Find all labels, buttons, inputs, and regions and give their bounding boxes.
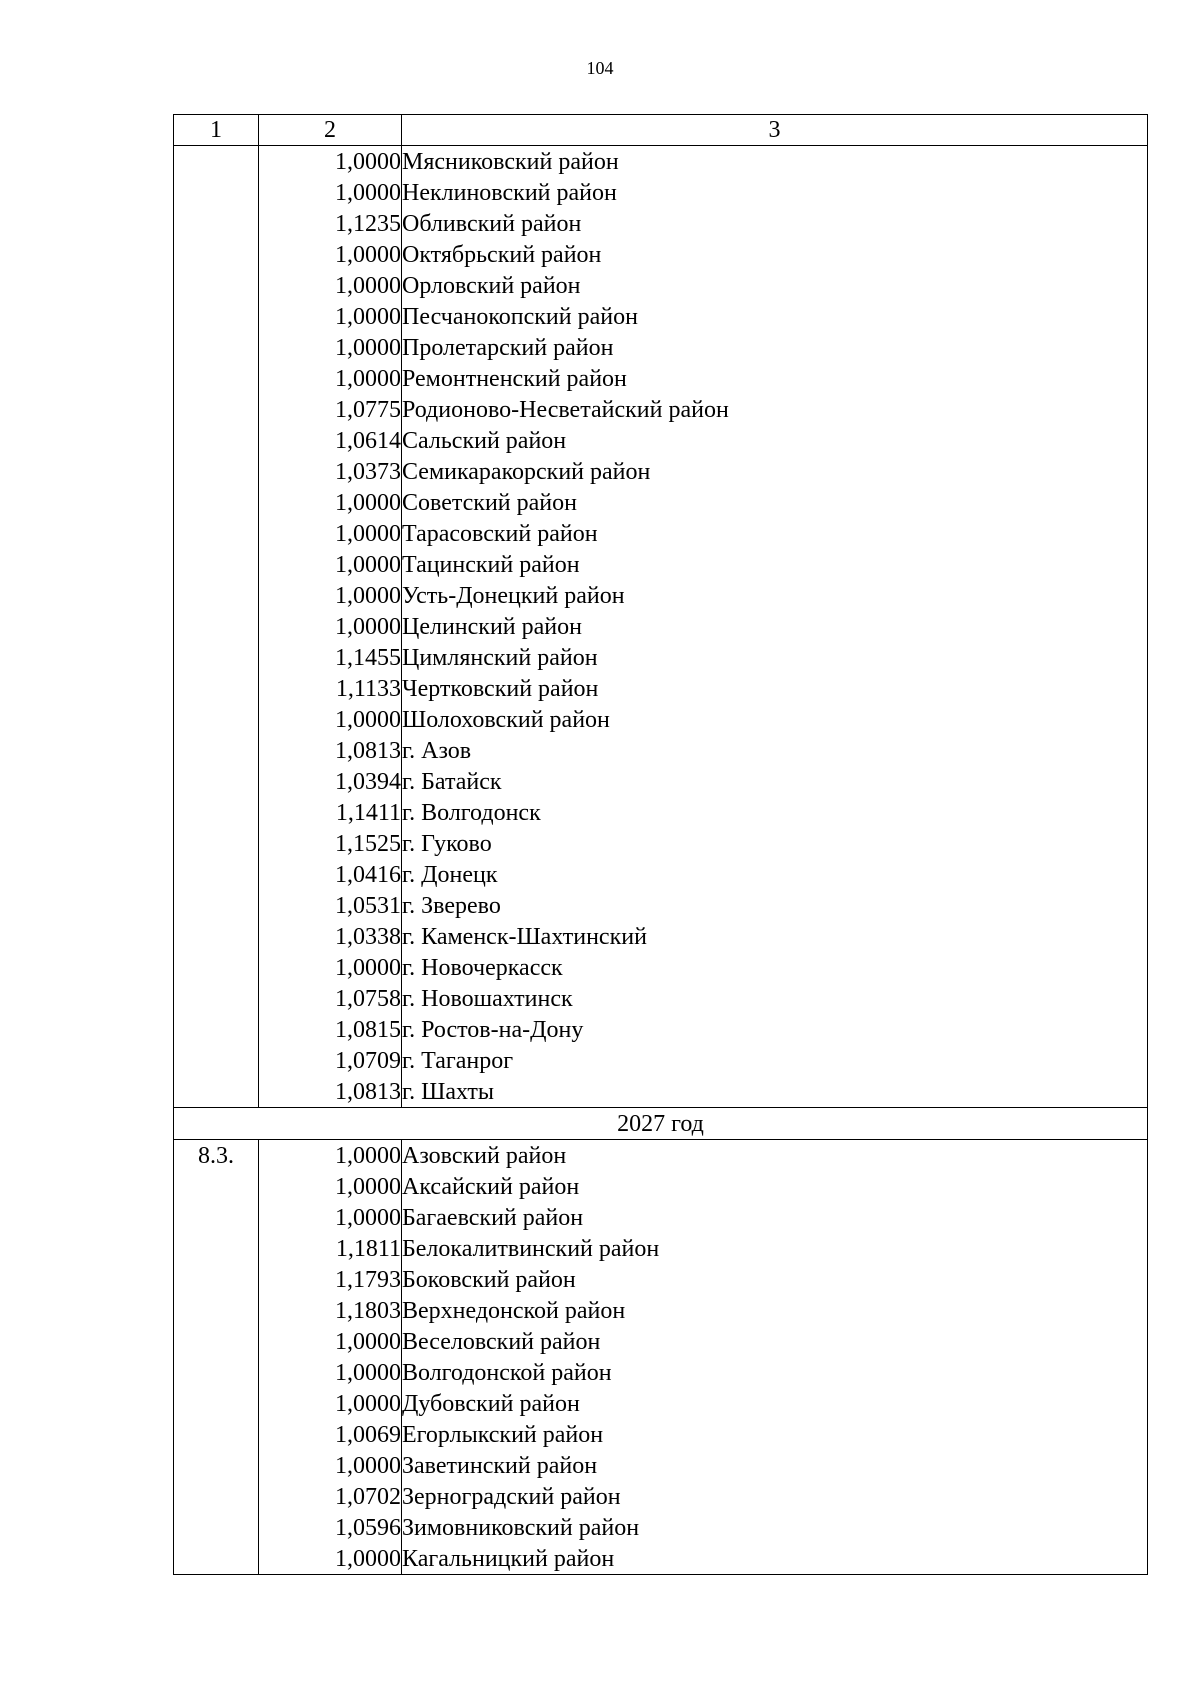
header-col-2: 2 <box>259 115 402 146</box>
table-row <box>174 1045 1148 1076</box>
row-territory-cell: Дубовский район <box>402 1388 1148 1419</box>
row-territory-cell: Усть-Донецкий район <box>402 580 1148 611</box>
table-row <box>174 1326 1148 1357</box>
row-code-cell <box>174 1388 259 1419</box>
row-territory-cell: Пролетарский район <box>402 332 1148 363</box>
row-coefficient-cell: 1,0000 <box>259 1450 402 1481</box>
row-territory-cell: г. Ростов-на-Дону <box>402 1014 1148 1045</box>
row-coefficient-cell: 1,1235 <box>259 208 402 239</box>
table-row <box>174 1512 1148 1543</box>
row-coefficient-cell: 1,0614 <box>259 425 402 456</box>
row-coefficient-cell: 1,1811 <box>259 1233 402 1264</box>
row-coefficient-cell: 1,0000 <box>259 1543 402 1575</box>
row-coefficient-cell: 1,0000 <box>259 1326 402 1357</box>
row-code-cell <box>174 518 259 549</box>
row-coefficient-cell: 1,0069 <box>259 1419 402 1450</box>
table-row <box>174 518 1148 549</box>
row-coefficient-cell: 1,0000 <box>259 1202 402 1233</box>
table-row <box>174 487 1148 518</box>
row-territory-cell: Целинский район <box>402 611 1148 642</box>
row-territory-cell: Аксайский район <box>402 1171 1148 1202</box>
row-territory-cell: Цимлянский район <box>402 642 1148 673</box>
table-row <box>174 673 1148 704</box>
row-territory-cell: Егорлыкский район <box>402 1419 1148 1450</box>
row-coefficient-cell: 1,0000 <box>259 270 402 301</box>
row-coefficient-cell: 1,0373 <box>259 456 402 487</box>
row-territory-cell: Волгодонской район <box>402 1357 1148 1388</box>
row-code-cell <box>174 797 259 828</box>
row-code-cell <box>174 177 259 208</box>
row-code-cell <box>174 952 259 983</box>
row-coefficient-cell: 1,0758 <box>259 983 402 1014</box>
row-code-cell <box>174 549 259 580</box>
row-code-cell <box>174 859 259 890</box>
row-territory-cell: Советский район <box>402 487 1148 518</box>
section-title: 2027 год <box>174 1108 1148 1140</box>
table-body <box>174 115 1148 1575</box>
table-row <box>174 952 1148 983</box>
table-row <box>174 611 1148 642</box>
row-code-cell <box>174 735 259 766</box>
row-territory-cell: Тарасовский район <box>402 518 1148 549</box>
row-territory-cell: Мясниковский район <box>402 146 1148 178</box>
row-coefficient-cell: 1,0709 <box>259 1045 402 1076</box>
row-coefficient-cell: 1,0000 <box>259 1171 402 1202</box>
row-territory-cell: г. Донецк <box>402 859 1148 890</box>
row-code-cell <box>174 642 259 673</box>
row-code-cell <box>174 1045 259 1076</box>
row-coefficient-cell: 1,0000 <box>259 580 402 611</box>
row-code-cell <box>174 270 259 301</box>
table-row <box>174 859 1148 890</box>
row-territory-cell: Неклиновский район <box>402 177 1148 208</box>
table-row <box>174 983 1148 1014</box>
row-code-cell <box>174 580 259 611</box>
table-row <box>174 208 1148 239</box>
table-row <box>174 332 1148 363</box>
table-row <box>174 1171 1148 1202</box>
coefficients-table <box>173 114 1148 1575</box>
table-row <box>174 921 1148 952</box>
row-territory-cell: Веселовский район <box>402 1326 1148 1357</box>
table-header-row <box>174 115 1148 146</box>
row-coefficient-cell: 1,0702 <box>259 1481 402 1512</box>
row-territory-cell: Заветинский район <box>402 1450 1148 1481</box>
table-row <box>174 890 1148 921</box>
row-territory-cell: Боковский район <box>402 1264 1148 1295</box>
row-code-cell <box>174 704 259 735</box>
header-col-3: 3 <box>402 115 1148 146</box>
row-coefficient-cell: 1,0000 <box>259 332 402 363</box>
table-row <box>174 766 1148 797</box>
row-code-cell <box>174 1357 259 1388</box>
row-code-cell <box>174 1543 259 1575</box>
table-row <box>174 1481 1148 1512</box>
row-coefficient-cell: 1,0000 <box>259 611 402 642</box>
row-code-cell <box>174 1295 259 1326</box>
row-coefficient-cell: 1,0394 <box>259 766 402 797</box>
table-row <box>174 456 1148 487</box>
row-coefficient-cell: 1,0000 <box>259 1140 402 1172</box>
table-row <box>174 363 1148 394</box>
row-territory-cell: г. Волгодонск <box>402 797 1148 828</box>
row-territory-cell: г. Новочеркасск <box>402 952 1148 983</box>
row-territory-cell: Кагальницкий район <box>402 1543 1148 1575</box>
table-row <box>174 1202 1148 1233</box>
row-territory-cell: Зерноградский район <box>402 1481 1148 1512</box>
row-code-cell <box>174 766 259 797</box>
table-row <box>174 735 1148 766</box>
row-territory-cell: Зимовниковский район <box>402 1512 1148 1543</box>
row-coefficient-cell: 1,1803 <box>259 1295 402 1326</box>
row-territory-cell: г. Батайск <box>402 766 1148 797</box>
row-territory-cell: г. Таганрог <box>402 1045 1148 1076</box>
row-code-cell <box>174 363 259 394</box>
row-territory-cell: Семикаракорский район <box>402 456 1148 487</box>
row-territory-cell: Чертковский район <box>402 673 1148 704</box>
row-code-cell <box>174 1014 259 1045</box>
row-coefficient-cell: 1,0813 <box>259 735 402 766</box>
row-code-cell <box>174 1202 259 1233</box>
row-code-cell <box>174 1326 259 1357</box>
row-coefficient-cell: 1,1133 <box>259 673 402 704</box>
table-row <box>174 704 1148 735</box>
table-row <box>174 239 1148 270</box>
table-row <box>174 1388 1148 1419</box>
table-row <box>174 1233 1148 1264</box>
row-coefficient-cell: 1,0000 <box>259 549 402 580</box>
row-code-cell <box>174 1450 259 1481</box>
table-row <box>174 549 1148 580</box>
row-territory-cell: г. Шахты <box>402 1076 1148 1108</box>
row-code-cell <box>174 456 259 487</box>
row-coefficient-cell: 1,1525 <box>259 828 402 859</box>
row-coefficient-cell: 1,0813 <box>259 1076 402 1108</box>
row-territory-cell: Сальский район <box>402 425 1148 456</box>
row-coefficient-cell: 1,0000 <box>259 363 402 394</box>
row-coefficient-cell: 1,0000 <box>259 146 402 178</box>
row-territory-cell: Тацинский район <box>402 549 1148 580</box>
row-coefficient-cell: 1,0000 <box>259 952 402 983</box>
row-territory-cell: Октябрьский район <box>402 239 1148 270</box>
row-code-cell <box>174 301 259 332</box>
table-row <box>174 828 1148 859</box>
table-row <box>174 1076 1148 1108</box>
row-territory-cell: г. Зверево <box>402 890 1148 921</box>
table-row <box>174 1357 1148 1388</box>
row-coefficient-cell: 1,0815 <box>259 1014 402 1045</box>
row-code-cell <box>174 983 259 1014</box>
row-coefficient-cell: 1,0000 <box>259 487 402 518</box>
table-row <box>174 1014 1148 1045</box>
table-row <box>174 1295 1148 1326</box>
row-territory-cell: Обливский район <box>402 208 1148 239</box>
row-territory-cell: Ремонтненский район <box>402 363 1148 394</box>
header-col-1: 1 <box>174 115 259 146</box>
page-number: 104 <box>586 58 614 78</box>
row-code-cell <box>174 332 259 363</box>
table-row <box>174 1543 1148 1575</box>
row-code-cell <box>174 487 259 518</box>
section-row <box>174 1108 1148 1140</box>
row-code-cell <box>174 146 259 178</box>
row-code-cell <box>174 1481 259 1512</box>
row-code-cell <box>174 1171 259 1202</box>
table-row <box>174 1264 1148 1295</box>
row-coefficient-cell: 1,0416 <box>259 859 402 890</box>
table-row <box>174 425 1148 456</box>
row-coefficient-cell: 1,0000 <box>259 177 402 208</box>
row-coefficient-cell: 1,0000 <box>259 704 402 735</box>
row-coefficient-cell: 1,1411 <box>259 797 402 828</box>
row-coefficient-cell: 1,0000 <box>259 518 402 549</box>
row-territory-cell: Песчанокопский район <box>402 301 1148 332</box>
row-code-cell <box>174 239 259 270</box>
row-coefficient-cell: 1,0000 <box>259 1388 402 1419</box>
row-coefficient-cell: 1,1793 <box>259 1264 402 1295</box>
row-code-cell <box>174 890 259 921</box>
row-code-cell <box>174 394 259 425</box>
row-territory-cell: Азовский район <box>402 1140 1148 1172</box>
row-territory-cell: Шолоховский район <box>402 704 1148 735</box>
row-code-cell <box>174 1076 259 1108</box>
table-row <box>174 146 1148 178</box>
row-coefficient-cell: 1,1455 <box>259 642 402 673</box>
row-territory-cell: г. Гуково <box>402 828 1148 859</box>
table-row <box>174 301 1148 332</box>
row-territory-cell: Родионово-Несветайский район <box>402 394 1148 425</box>
table-row <box>174 642 1148 673</box>
row-code-cell <box>174 673 259 704</box>
row-territory-cell: Орловский район <box>402 270 1148 301</box>
row-code-cell <box>174 1512 259 1543</box>
row-code-cell: 8.3. <box>174 1140 259 1172</box>
row-coefficient-cell: 1,0531 <box>259 890 402 921</box>
row-code-cell <box>174 1264 259 1295</box>
table-row <box>174 580 1148 611</box>
row-coefficient-cell: 1,0775 <box>259 394 402 425</box>
row-code-cell <box>174 1233 259 1264</box>
row-coefficient-cell: 1,0000 <box>259 1357 402 1388</box>
row-coefficient-cell: 1,0000 <box>259 301 402 332</box>
row-code-cell <box>174 425 259 456</box>
row-territory-cell: г. Новошахтинск <box>402 983 1148 1014</box>
row-coefficient-cell: 1,0338 <box>259 921 402 952</box>
row-territory-cell: г. Каменск-Шахтинский <box>402 921 1148 952</box>
row-code-cell <box>174 921 259 952</box>
table-row <box>174 1140 1148 1172</box>
row-coefficient-cell: 1,0596 <box>259 1512 402 1543</box>
table-row <box>174 270 1148 301</box>
row-territory-cell: Белокалитвинский район <box>402 1233 1148 1264</box>
row-territory-cell: Верхнедонской район <box>402 1295 1148 1326</box>
table-row <box>174 177 1148 208</box>
row-code-cell <box>174 828 259 859</box>
row-code-cell <box>174 208 259 239</box>
row-code-cell <box>174 1419 259 1450</box>
row-coefficient-cell: 1,0000 <box>259 239 402 270</box>
table-row <box>174 797 1148 828</box>
row-territory-cell: г. Азов <box>402 735 1148 766</box>
row-territory-cell: Багаевский район <box>402 1202 1148 1233</box>
table-row <box>174 1450 1148 1481</box>
table-row <box>174 394 1148 425</box>
table-row <box>174 1419 1148 1450</box>
row-code-cell <box>174 611 259 642</box>
